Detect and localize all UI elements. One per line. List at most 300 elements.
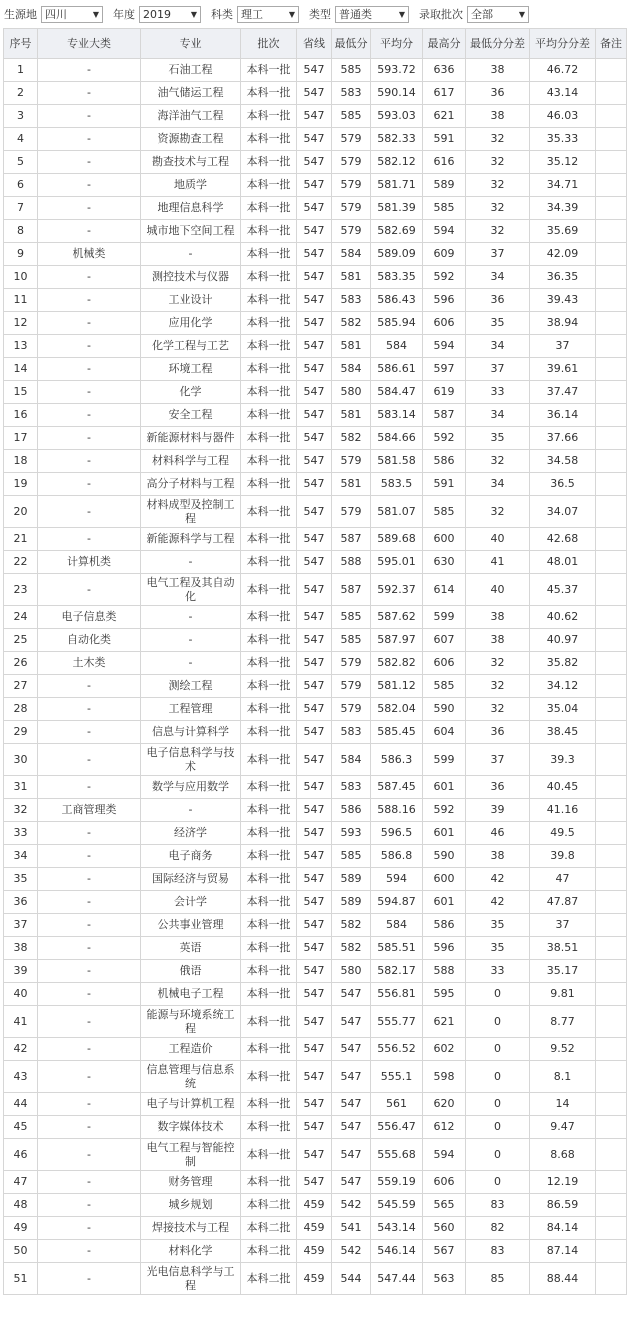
avg-score-cell: 582.69 xyxy=(371,220,423,243)
table-row xyxy=(4,891,627,914)
major-cell: 电气工程及其自动化 xyxy=(141,574,241,606)
avg-diff-cell: 12.19 xyxy=(530,1171,596,1194)
major-cell: 信息与计算科学 xyxy=(141,721,241,744)
max-score-cell: 586 xyxy=(423,450,466,473)
avg-score-cell: 593.72 xyxy=(371,59,423,82)
row-index-cell: 5 xyxy=(4,151,38,174)
min-diff-cell: 0 xyxy=(466,1116,530,1139)
min-score-cell: 588 xyxy=(332,551,371,574)
row-index-cell: 43 xyxy=(4,1061,38,1093)
avg-score-cell: 587.97 xyxy=(371,629,423,652)
min-score-cell: 547 xyxy=(332,1038,371,1061)
avg-diff-cell: 36.35 xyxy=(530,266,596,289)
remark-cell xyxy=(596,551,627,574)
row-index-cell: 30 xyxy=(4,744,38,776)
max-score-cell: 592 xyxy=(423,427,466,450)
batch-cell: 本科一批 xyxy=(241,1006,297,1038)
major-category-cell: - xyxy=(38,1171,141,1194)
row-index-cell: 26 xyxy=(4,652,38,675)
major-cell: 化学工程与工艺 xyxy=(141,335,241,358)
avg-score-cell: 555.1 xyxy=(371,1061,423,1093)
year-select[interactable] xyxy=(139,6,201,23)
major-cell: 俄语 xyxy=(141,960,241,983)
batch-cell: 本科一批 xyxy=(241,914,297,937)
remark-cell xyxy=(596,698,627,721)
min-diff-cell: 0 xyxy=(466,1093,530,1116)
table-row xyxy=(4,473,627,496)
min-diff-cell: 38 xyxy=(466,629,530,652)
major-cell: 光电信息科学与工程 xyxy=(141,1263,241,1295)
min-score-cell: 547 xyxy=(332,983,371,1006)
major-cell: 信息管理与信息系统 xyxy=(141,1061,241,1093)
header-cell: 平均分分差 xyxy=(530,29,596,59)
chevron-down-icon: ▼ xyxy=(190,9,197,19)
avg-score-cell: 582.04 xyxy=(371,698,423,721)
table-row xyxy=(4,266,627,289)
avg-diff-cell: 40.62 xyxy=(530,606,596,629)
min-score-cell: 579 xyxy=(332,496,371,528)
table-row xyxy=(4,1263,627,1295)
batch-cell: 本科一批 xyxy=(241,652,297,675)
min-score-cell: 547 xyxy=(332,1171,371,1194)
remark-cell xyxy=(596,744,627,776)
min-diff-cell: 34 xyxy=(466,266,530,289)
batch-cell: 本科一批 xyxy=(241,1061,297,1093)
batch-cell: 本科一批 xyxy=(241,960,297,983)
max-score-cell: 588 xyxy=(423,960,466,983)
province-line-cell: 547 xyxy=(297,1038,332,1061)
table-row xyxy=(4,427,627,450)
avg-diff-cell: 34.58 xyxy=(530,450,596,473)
major-cell: 英语 xyxy=(141,937,241,960)
major-category-cell: - xyxy=(38,82,141,105)
min-diff-cell: 38 xyxy=(466,845,530,868)
row-index-cell: 14 xyxy=(4,358,38,381)
major-category-cell: - xyxy=(38,105,141,128)
major-category-cell: - xyxy=(38,698,141,721)
major-category-cell: - xyxy=(38,404,141,427)
remark-cell xyxy=(596,450,627,473)
province-line-cell: 547 xyxy=(297,551,332,574)
min-diff-cell: 0 xyxy=(466,1139,530,1171)
remark-cell xyxy=(596,1038,627,1061)
max-score-cell: 600 xyxy=(423,528,466,551)
major-category-cell: - xyxy=(38,960,141,983)
max-score-cell: 619 xyxy=(423,381,466,404)
province-line-cell: 547 xyxy=(297,289,332,312)
major-category-cell: - xyxy=(38,721,141,744)
batch-cell: 本科一批 xyxy=(241,891,297,914)
table-row xyxy=(4,914,627,937)
province-line-cell: 547 xyxy=(297,868,332,891)
major-cell: 财务管理 xyxy=(141,1171,241,1194)
avg-score-cell: 555.68 xyxy=(371,1139,423,1171)
row-index-cell: 3 xyxy=(4,105,38,128)
avg-score-cell: 594.87 xyxy=(371,891,423,914)
row-index-cell: 18 xyxy=(4,450,38,473)
major-category-cell: - xyxy=(38,427,141,450)
batch-cell: 本科一批 xyxy=(241,574,297,606)
row-index-cell: 38 xyxy=(4,937,38,960)
avg-score-cell: 581.39 xyxy=(371,197,423,220)
header-cell: 批次 xyxy=(241,29,297,59)
major-category-cell: - xyxy=(38,496,141,528)
avg-diff-cell: 37 xyxy=(530,914,596,937)
min-score-cell: 584 xyxy=(332,744,371,776)
batch-cell: 本科一批 xyxy=(241,776,297,799)
max-score-cell: 560 xyxy=(423,1217,466,1240)
major-cell: 经济学 xyxy=(141,822,241,845)
max-score-cell: 607 xyxy=(423,629,466,652)
row-index-cell: 41 xyxy=(4,1006,38,1038)
remark-cell xyxy=(596,59,627,82)
province-line-cell: 547 xyxy=(297,914,332,937)
major-cell: 测绘工程 xyxy=(141,675,241,698)
major-cell: 勘查技术与工程 xyxy=(141,151,241,174)
avg-diff-cell: 37.66 xyxy=(530,427,596,450)
avg-diff-cell: 47 xyxy=(530,868,596,891)
province-line-cell: 547 xyxy=(297,744,332,776)
avg-score-cell: 581.07 xyxy=(371,496,423,528)
min-diff-cell: 83 xyxy=(466,1240,530,1263)
max-score-cell: 585 xyxy=(423,496,466,528)
max-score-cell: 606 xyxy=(423,652,466,675)
major-category-cell: - xyxy=(38,220,141,243)
remark-cell xyxy=(596,335,627,358)
min-diff-cell: 32 xyxy=(466,151,530,174)
avg-score-cell: 584 xyxy=(371,914,423,937)
major-cell: - xyxy=(141,243,241,266)
avg-diff-cell: 34.71 xyxy=(530,174,596,197)
remark-cell xyxy=(596,151,627,174)
row-index-cell: 22 xyxy=(4,551,38,574)
batch-cell: 本科一批 xyxy=(241,82,297,105)
remark-cell xyxy=(596,868,627,891)
table-row xyxy=(4,1194,627,1217)
chevron-down-icon: ▼ xyxy=(398,9,405,19)
min-diff-cell: 33 xyxy=(466,960,530,983)
major-category-cell: - xyxy=(38,174,141,197)
table-row xyxy=(4,551,627,574)
major-category-cell: 机械类 xyxy=(38,243,141,266)
province-line-cell: 547 xyxy=(297,82,332,105)
avg-score-cell: 546.14 xyxy=(371,1240,423,1263)
avg-diff-cell: 35.17 xyxy=(530,960,596,983)
min-diff-cell: 36 xyxy=(466,721,530,744)
major-category-cell: - xyxy=(38,1217,141,1240)
batch-cell: 本科一批 xyxy=(241,496,297,528)
table-row xyxy=(4,197,627,220)
chevron-down-icon: ▼ xyxy=(518,9,525,19)
row-index-cell: 37 xyxy=(4,914,38,937)
min-diff-cell: 0 xyxy=(466,1038,530,1061)
remark-cell xyxy=(596,1093,627,1116)
avg-diff-cell: 34.07 xyxy=(530,496,596,528)
admission-score-table xyxy=(3,28,627,1295)
min-diff-cell: 83 xyxy=(466,1194,530,1217)
batch-cell: 本科一批 xyxy=(241,450,297,473)
batch-cell: 本科一批 xyxy=(241,845,297,868)
min-diff-cell: 35 xyxy=(466,937,530,960)
max-score-cell: 609 xyxy=(423,243,466,266)
major-category-cell: 自动化类 xyxy=(38,629,141,652)
avg-score-cell: 555.77 xyxy=(371,1006,423,1038)
major-cell: 电子信息科学与技术 xyxy=(141,744,241,776)
table-row xyxy=(4,675,627,698)
remark-cell xyxy=(596,652,627,675)
remark-cell xyxy=(596,528,627,551)
min-diff-cell: 33 xyxy=(466,381,530,404)
table-row xyxy=(4,606,627,629)
avg-diff-cell: 46.03 xyxy=(530,105,596,128)
min-diff-cell: 0 xyxy=(466,1171,530,1194)
avg-score-cell: 589.68 xyxy=(371,528,423,551)
remark-cell xyxy=(596,721,627,744)
min-diff-cell: 41 xyxy=(466,551,530,574)
remark-cell xyxy=(596,197,627,220)
min-score-cell: 547 xyxy=(332,1139,371,1171)
table-row xyxy=(4,1171,627,1194)
major-cell: 国际经济与贸易 xyxy=(141,868,241,891)
avg-score-cell: 584.47 xyxy=(371,381,423,404)
major-cell: 能源与环境系统工程 xyxy=(141,1006,241,1038)
row-index-cell: 19 xyxy=(4,473,38,496)
chevron-down-icon: ▼ xyxy=(92,9,99,19)
year-label: 年度 xyxy=(113,8,135,21)
province-line-cell: 547 xyxy=(297,776,332,799)
min-score-cell: 580 xyxy=(332,960,371,983)
avg-score-cell: 583.14 xyxy=(371,404,423,427)
max-score-cell: 592 xyxy=(423,799,466,822)
min-score-cell: 579 xyxy=(332,698,371,721)
type-select-value: 普通类 xyxy=(339,7,372,21)
avg-diff-cell: 34.39 xyxy=(530,197,596,220)
province-line-cell: 547 xyxy=(297,312,332,335)
major-category-cell: - xyxy=(38,266,141,289)
batch-cell: 本科一批 xyxy=(241,721,297,744)
header-cell: 专业 xyxy=(141,29,241,59)
batch-select[interactable] xyxy=(467,6,529,23)
avg-score-cell: 584.66 xyxy=(371,427,423,450)
avg-diff-cell: 84.14 xyxy=(530,1217,596,1240)
min-score-cell: 582 xyxy=(332,427,371,450)
table-header-row xyxy=(4,29,627,59)
table-row xyxy=(4,868,627,891)
avg-diff-cell: 37 xyxy=(530,335,596,358)
avg-score-cell: 556.47 xyxy=(371,1116,423,1139)
avg-diff-cell: 9.47 xyxy=(530,1116,596,1139)
major-cell: 海洋油气工程 xyxy=(141,105,241,128)
avg-score-cell: 581.12 xyxy=(371,675,423,698)
avg-score-cell: 561 xyxy=(371,1093,423,1116)
min-score-cell: 589 xyxy=(332,868,371,891)
max-score-cell: 602 xyxy=(423,1038,466,1061)
remark-cell xyxy=(596,799,627,822)
remark-cell xyxy=(596,960,627,983)
row-index-cell: 24 xyxy=(4,606,38,629)
province-line-cell: 547 xyxy=(297,105,332,128)
row-index-cell: 40 xyxy=(4,983,38,1006)
province-line-cell: 459 xyxy=(297,1194,332,1217)
max-score-cell: 592 xyxy=(423,266,466,289)
avg-diff-cell: 37.47 xyxy=(530,381,596,404)
min-score-cell: 582 xyxy=(332,914,371,937)
subject-select[interactable] xyxy=(237,6,299,23)
max-score-cell: 596 xyxy=(423,937,466,960)
province-line-cell: 547 xyxy=(297,574,332,606)
province-line-cell: 459 xyxy=(297,1240,332,1263)
batch-cell: 本科一批 xyxy=(241,381,297,404)
avg-score-cell: 586.43 xyxy=(371,289,423,312)
avg-diff-cell: 8.77 xyxy=(530,1006,596,1038)
avg-score-cell: 582.33 xyxy=(371,128,423,151)
avg-diff-cell: 42.68 xyxy=(530,528,596,551)
major-category-cell: - xyxy=(38,1139,141,1171)
max-score-cell: 606 xyxy=(423,1171,466,1194)
min-score-cell: 544 xyxy=(332,1263,371,1295)
major-category-cell: - xyxy=(38,983,141,1006)
major-category-cell: 电子信息类 xyxy=(38,606,141,629)
remark-cell xyxy=(596,1194,627,1217)
type-select[interactable] xyxy=(335,6,409,23)
major-cell: 新能源科学与工程 xyxy=(141,528,241,551)
batch-cell: 本科一批 xyxy=(241,427,297,450)
major-category-cell: - xyxy=(38,937,141,960)
province-line-cell: 547 xyxy=(297,197,332,220)
avg-diff-cell: 88.44 xyxy=(530,1263,596,1295)
avg-diff-cell: 39.3 xyxy=(530,744,596,776)
remark-cell xyxy=(596,128,627,151)
province-line-cell: 547 xyxy=(297,1093,332,1116)
major-cell: 材料成型及控制工程 xyxy=(141,496,241,528)
avg-score-cell: 582.82 xyxy=(371,652,423,675)
max-score-cell: 585 xyxy=(423,197,466,220)
remark-cell xyxy=(596,174,627,197)
province-line-cell: 547 xyxy=(297,450,332,473)
remark-cell xyxy=(596,82,627,105)
major-cell: 地理信息科学 xyxy=(141,197,241,220)
remark-cell xyxy=(596,312,627,335)
min-score-cell: 581 xyxy=(332,473,371,496)
table-row xyxy=(4,721,627,744)
major-cell: - xyxy=(141,551,241,574)
min-diff-cell: 32 xyxy=(466,197,530,220)
avg-score-cell: 585.94 xyxy=(371,312,423,335)
row-index-cell: 39 xyxy=(4,960,38,983)
avg-score-cell: 587.62 xyxy=(371,606,423,629)
table-row xyxy=(4,174,627,197)
table-row xyxy=(4,312,627,335)
province-line-cell: 547 xyxy=(297,59,332,82)
province-line-cell: 547 xyxy=(297,652,332,675)
avg-diff-cell: 87.14 xyxy=(530,1240,596,1263)
table-row xyxy=(4,744,627,776)
header-cell: 省线 xyxy=(297,29,332,59)
remark-cell xyxy=(596,381,627,404)
major-category-cell: - xyxy=(38,574,141,606)
remark-cell xyxy=(596,427,627,450)
table-row xyxy=(4,335,627,358)
min-score-cell: 581 xyxy=(332,335,371,358)
remark-cell xyxy=(596,289,627,312)
header-cell: 备注 xyxy=(596,29,627,59)
max-score-cell: 587 xyxy=(423,404,466,427)
province-line-cell: 547 xyxy=(297,128,332,151)
avg-score-cell: 593.03 xyxy=(371,105,423,128)
avg-diff-cell: 34.12 xyxy=(530,675,596,698)
max-score-cell: 597 xyxy=(423,358,466,381)
major-category-cell: - xyxy=(38,914,141,937)
avg-score-cell: 586.8 xyxy=(371,845,423,868)
avg-diff-cell: 39.61 xyxy=(530,358,596,381)
min-diff-cell: 38 xyxy=(466,105,530,128)
min-score-cell: 541 xyxy=(332,1217,371,1240)
min-score-cell: 583 xyxy=(332,721,371,744)
batch-cell: 本科二批 xyxy=(241,1217,297,1240)
major-category-cell: 工商管理类 xyxy=(38,799,141,822)
avg-score-cell: 584 xyxy=(371,335,423,358)
province-line-cell: 547 xyxy=(297,1061,332,1093)
province-line-cell: 547 xyxy=(297,675,332,698)
remark-cell xyxy=(596,891,627,914)
min-diff-cell: 82 xyxy=(466,1217,530,1240)
major-category-cell: 土木类 xyxy=(38,652,141,675)
max-score-cell: 590 xyxy=(423,698,466,721)
avg-diff-cell: 38.94 xyxy=(530,312,596,335)
remark-cell xyxy=(596,845,627,868)
row-index-cell: 21 xyxy=(4,528,38,551)
max-score-cell: 595 xyxy=(423,983,466,1006)
min-diff-cell: 46 xyxy=(466,822,530,845)
row-index-cell: 13 xyxy=(4,335,38,358)
major-category-cell: - xyxy=(38,1240,141,1263)
max-score-cell: 604 xyxy=(423,721,466,744)
max-score-cell: 594 xyxy=(423,335,466,358)
min-diff-cell: 32 xyxy=(466,450,530,473)
row-index-cell: 10 xyxy=(4,266,38,289)
min-score-cell: 581 xyxy=(332,266,371,289)
max-score-cell: 563 xyxy=(423,1263,466,1295)
avg-score-cell: 581.71 xyxy=(371,174,423,197)
min-score-cell: 582 xyxy=(332,312,371,335)
min-score-cell: 586 xyxy=(332,799,371,822)
avg-diff-cell: 47.87 xyxy=(530,891,596,914)
table-row xyxy=(4,574,627,606)
avg-diff-cell: 39.43 xyxy=(530,289,596,312)
max-score-cell: 599 xyxy=(423,744,466,776)
table-row xyxy=(4,404,627,427)
major-cell: 油气储运工程 xyxy=(141,82,241,105)
avg-diff-cell: 86.59 xyxy=(530,1194,596,1217)
remark-cell xyxy=(596,1217,627,1240)
province-line-cell: 547 xyxy=(297,358,332,381)
avg-diff-cell: 8.1 xyxy=(530,1061,596,1093)
max-score-cell: 616 xyxy=(423,151,466,174)
remark-cell xyxy=(596,983,627,1006)
table-row xyxy=(4,1240,627,1263)
min-diff-cell: 0 xyxy=(466,1061,530,1093)
batch-cell: 本科一批 xyxy=(241,868,297,891)
min-diff-cell: 0 xyxy=(466,1006,530,1038)
row-index-cell: 6 xyxy=(4,174,38,197)
source-select[interactable] xyxy=(41,6,103,23)
table-row xyxy=(4,128,627,151)
remark-cell xyxy=(596,675,627,698)
min-score-cell: 579 xyxy=(332,174,371,197)
row-index-cell: 49 xyxy=(4,1217,38,1240)
row-index-cell: 23 xyxy=(4,574,38,606)
remark-cell xyxy=(596,473,627,496)
